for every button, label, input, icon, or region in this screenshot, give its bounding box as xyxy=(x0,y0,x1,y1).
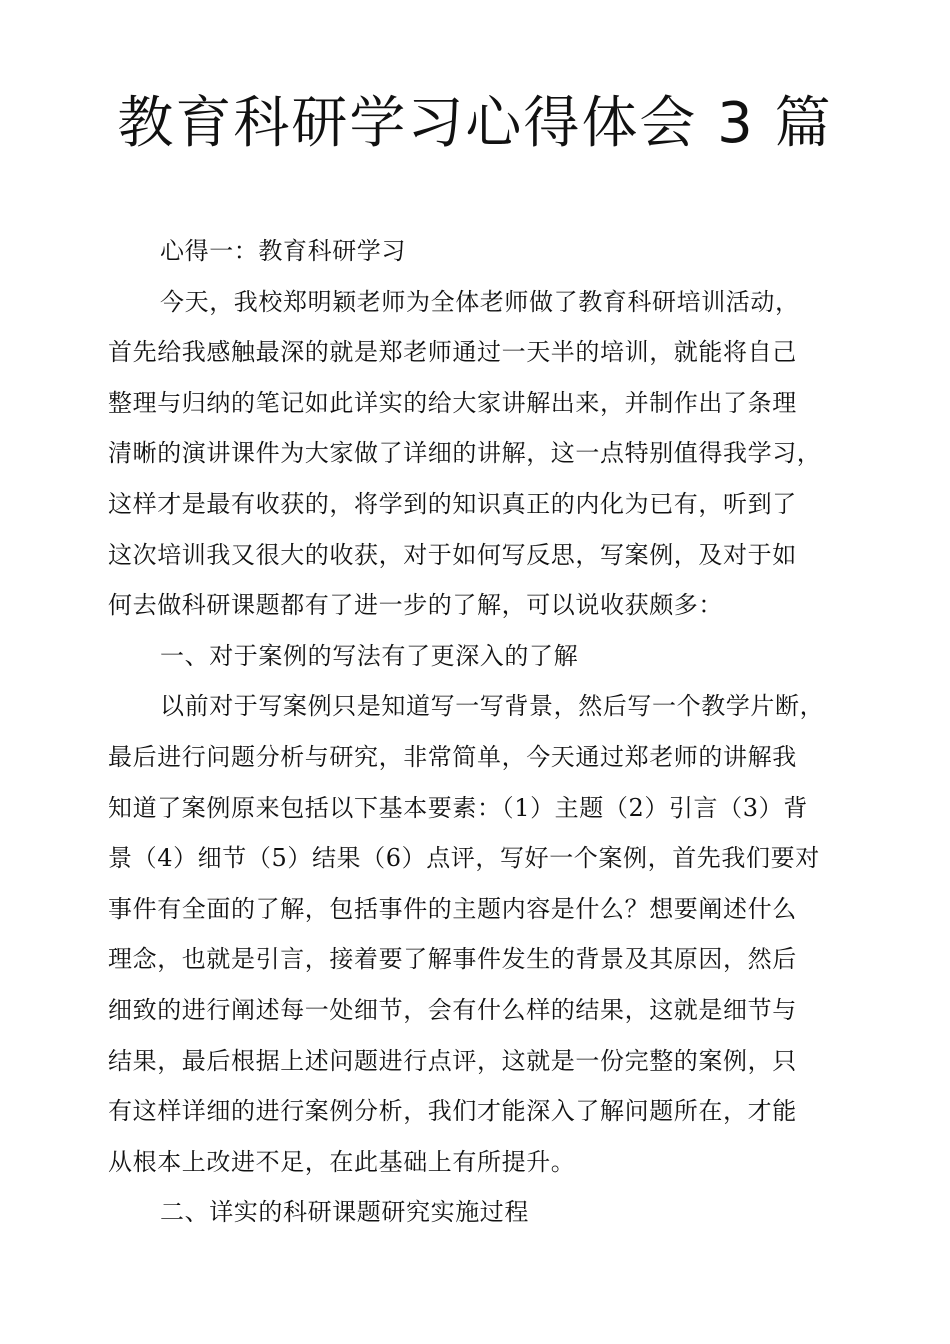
document-title: 教育科研学习心得体会 3 篇 xyxy=(117,91,833,156)
paragraph-line: 这样才是最有收获的，将学到的知识真正的内化为已有，听到了 xyxy=(108,489,797,518)
paragraph-line: 从根本上改进不足，在此基础上有所提升。 xyxy=(108,1147,576,1176)
paragraph-line: 细致的进行阐述每一处细节，会有什么样的结果，这就是细节与 xyxy=(108,995,797,1024)
paragraph-line: 清晰的演讲课件为大家做了详细的讲解，这一点特别值得我学习， xyxy=(108,439,822,468)
paragraph-line: 结果，最后根据上述问题进行点评，这就是一份完整的案例，只 xyxy=(108,1046,797,1075)
paragraph-line: 事件有全面的了解，包括事件的主题内容是什么？想要阐述什么 xyxy=(108,894,797,923)
subheading-2 xyxy=(108,1187,858,1238)
document-body xyxy=(108,226,858,1238)
paragraph-line: 今天，我校郑明颖老师为全体老师做了教育科研培训活动， xyxy=(160,287,800,316)
paragraph-1 xyxy=(108,277,858,631)
paragraph-line: 整理与归纳的笔记如此详实的给大家讲解出来，并制作出了条理 xyxy=(108,388,797,417)
subheading-1 xyxy=(108,631,858,682)
paragraph-line: 最后进行问题分析与研究，非常简单，今天通过郑老师的讲解我 xyxy=(108,742,797,771)
paragraph-line: 这次培训我又很大的收获，对于如何写反思，写案例，及对于如 xyxy=(108,540,797,569)
paragraph-line: 景（4）细节（5）结果（6）点评，写好一个案例，首先我们要对 xyxy=(108,844,820,873)
paragraph-line: 理念，也就是引言，接着要了解事件发生的背景及其原因，然后 xyxy=(108,945,797,974)
paragraph-line: 何去做科研课题都有了进一步的了解，可以说收获颇多： xyxy=(108,591,723,620)
subheading-text: 二、详实的科研课题研究实施过程 xyxy=(160,1198,529,1227)
paragraph-line: 首先给我感触最深的就是郑老师通过一天半的培训，就能将自己 xyxy=(108,338,797,367)
paragraph-line: 知道了案例原来包括以下基本要素：（1）主题（2）引言（3）背 xyxy=(108,793,808,822)
paragraph-2 xyxy=(108,681,858,1187)
section-heading xyxy=(108,226,858,277)
paragraph-line: 有这样详细的进行案例分析，我们才能深入了解问题所在，才能 xyxy=(108,1097,797,1126)
paragraph-line: 以前对于写案例只是知道写一写背景，然后写一个教学片断， xyxy=(160,692,825,721)
section-heading-text: 心得一：教育科研学习 xyxy=(160,237,406,265)
subheading-text: 一、对于案例的写法有了更深入的了解 xyxy=(160,641,579,670)
